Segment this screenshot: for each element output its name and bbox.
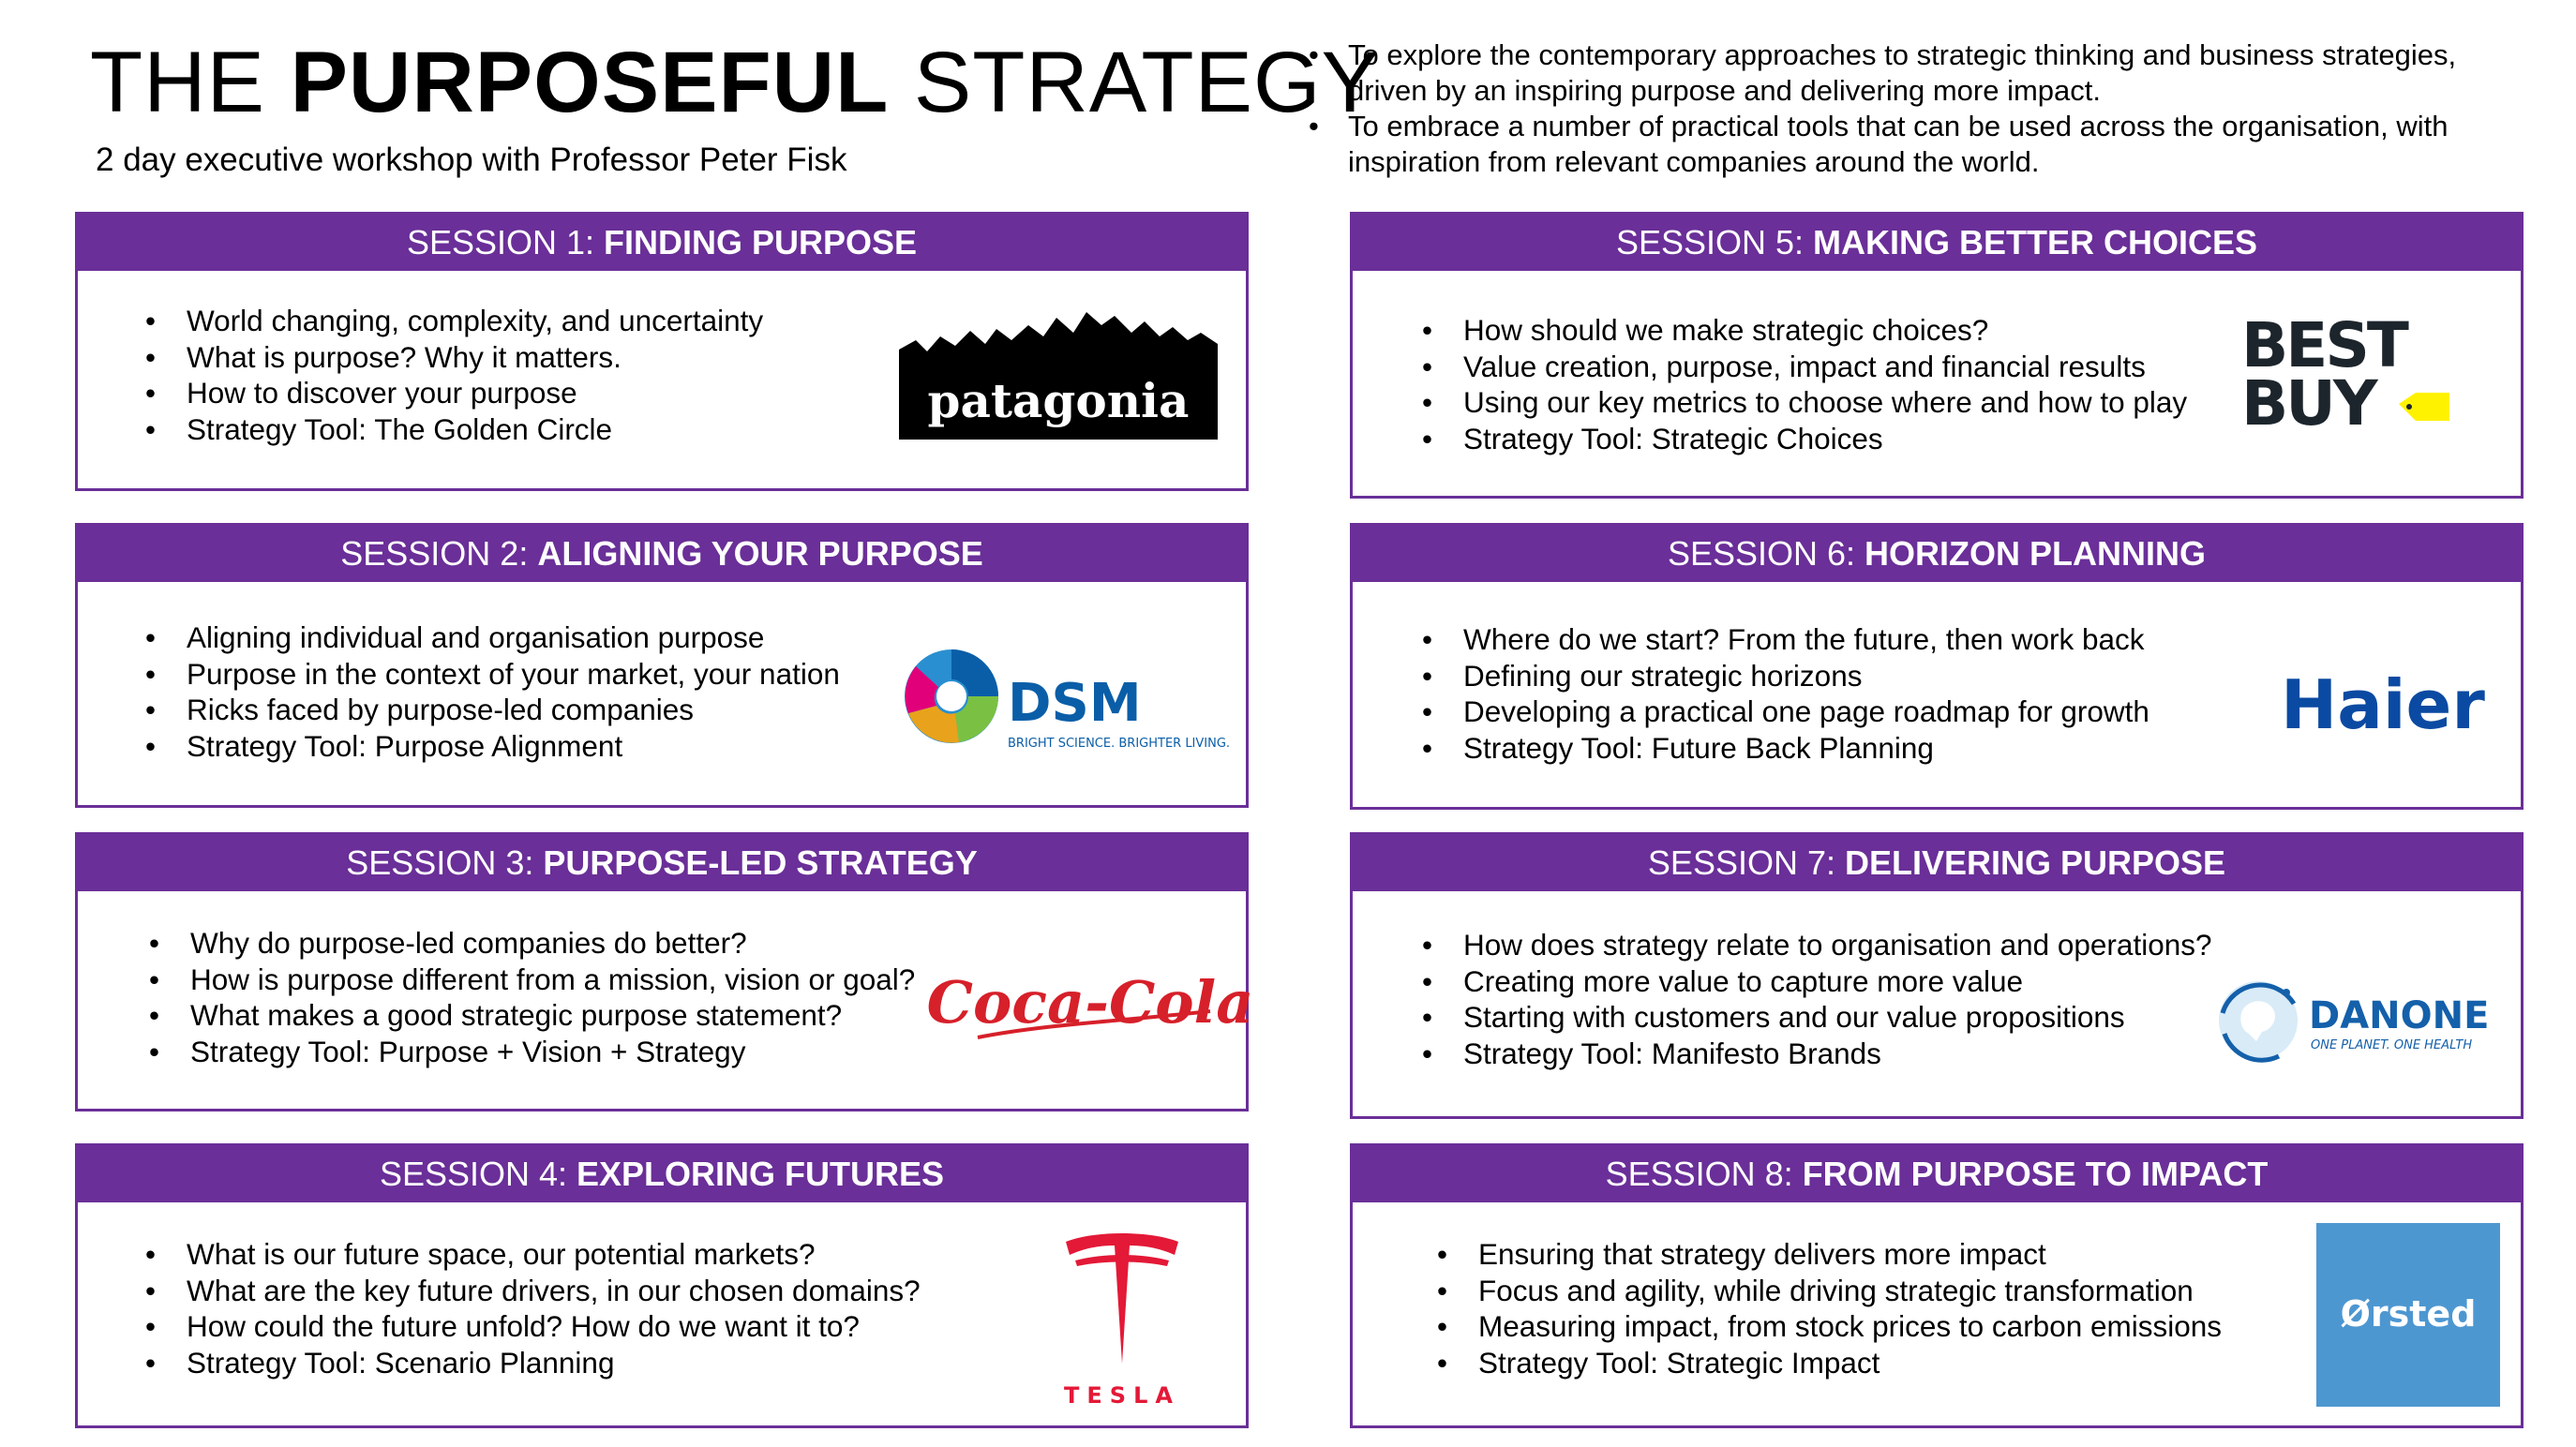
tesla-logo (1056, 1232, 1188, 1410)
session-8-header: SESSION 8: FROM PURPOSE TO IMPACT (1353, 1146, 2521, 1202)
bullet-item: • Starting with customers and our value propositions (1422, 999, 2212, 1036)
session-8-card (1350, 1143, 2524, 1428)
tesla-wordmark: TESLA (1064, 1382, 1180, 1409)
bullet-item: • How to discover your purpose (145, 375, 763, 411)
haier-logo (2281, 665, 2487, 744)
bullet-item: • Measuring impact, from stock prices to carbon emissions (1437, 1308, 2222, 1345)
session-6-header: SESSION 6: HORIZON PLANNING (1353, 526, 2521, 582)
bullet-item: • How could the future unfold? How do we want it to? (145, 1308, 921, 1345)
session-2-bullets (145, 619, 840, 764)
best-buy-wordmark-2: BUY (2241, 367, 2375, 440)
bullet-item: • Developing a practical one page roadmap for growth (1422, 694, 2149, 730)
danone-logo (2213, 976, 2494, 1069)
coca-cola-logo (926, 947, 1254, 1051)
session-1-header: SESSION 1: FINDING PURPOSE (78, 215, 1246, 271)
session-1-card (75, 212, 1249, 491)
session-3-card (75, 832, 1254, 1111)
bullet-item: • Focus and agility, while driving strategic transformation (1437, 1273, 2222, 1309)
session-3-header: SESSION 3: PURPOSE-LED STRATEGY (78, 835, 1246, 891)
bullet-item: • What is our future space, our potential markets? (145, 1236, 921, 1273)
session-7-card (1350, 832, 2524, 1119)
session-7-header: SESSION 7: DELIVERING PURPOSE (1353, 835, 2521, 891)
bullet-item: • World changing, complexity, and uncertainty (145, 303, 763, 339)
bullet-item: • Value creation, purpose, impact and financial results (1422, 349, 2187, 385)
session-2-header: SESSION 2: ALIGNING YOUR PURPOSE (78, 526, 1246, 582)
session-4-bullets (145, 1236, 921, 1380)
bullet-item: • Using our key metrics to choose where and how to play (1422, 384, 2187, 421)
intro-item: • To embrace a number of practical tools that can be used across the organisation, with inspiration from relevant companies around the world. (1309, 109, 2518, 180)
intro-item: • To explore the contemporary approaches to strategic thinking and business strategies, driven by an inspiring purpose and delivering more impact. (1309, 37, 2518, 109)
session-6-bullets (1422, 621, 2149, 766)
bullet-item: • What is purpose? Why it matters. (145, 339, 763, 376)
bullet-item: • Ensuring that strategy delivers more impact (1437, 1236, 2222, 1273)
orsted-logo (2316, 1223, 2500, 1407)
bullet-item: • Strategy Tool: Future Back Planning (1422, 730, 2149, 767)
patagonia-wordmark: patagonia (927, 373, 1190, 428)
bullet-item: • Strategy Tool: Purpose + Vision + Strategy (149, 1034, 915, 1070)
intro-list (1309, 37, 2518, 180)
bullet-item: • How should we make strategic choices? (1422, 312, 2187, 349)
bullet-item: • Strategy Tool: Manifesto Brands (1422, 1036, 2212, 1072)
patagonia-logo (899, 312, 1218, 440)
session-7-bullets (1422, 927, 2212, 1071)
session-5-header: SESSION 5: MAKING BETTER CHOICES (1353, 215, 2521, 271)
bullet-item: • Ricks faced by purpose-led companies (145, 692, 840, 728)
bullet-item: • Strategy Tool: Strategic Impact (1437, 1345, 2222, 1381)
bullet-item: • Defining our strategic horizons (1422, 658, 2149, 694)
dsm-wordmark: DSM (1008, 673, 1142, 734)
bullet-item: • Creating more value to capture more value (1422, 963, 2212, 1000)
bullet-item: • What makes a good strategic purpose statement? (149, 997, 915, 1034)
page-subtitle: 2 day executive workshop with Professor Peter Fisk (96, 142, 847, 178)
bullet-item: • How does strategy relate to organisation and operations? (1422, 927, 2212, 963)
session-5-bullets (1422, 312, 2187, 456)
session-6-card (1350, 523, 2524, 810)
bullet-item: • Purpose in the context of your market, your nation (145, 656, 840, 693)
session-4-card (75, 1143, 1249, 1428)
dsm-logo (903, 648, 1240, 760)
orsted-wordmark: Ørsted (2340, 1293, 2477, 1335)
bullet-item: • What are the key future drivers, in our chosen domains? (145, 1273, 921, 1309)
danone-wordmark: DANONE (2309, 994, 2490, 1037)
haier-wordmark: Haier (2281, 665, 2485, 744)
session-8-bullets (1437, 1236, 2222, 1380)
session-1-bullets (145, 303, 763, 447)
page-title: THE PURPOSEFUL STRATEGY (90, 35, 1380, 130)
bullet-item: • Where do we start? From the future, then work back (1422, 621, 2149, 658)
bullet-item: • Strategy Tool: Purpose Alignment (145, 728, 840, 765)
bullet-item: • Aligning individual and organisation purpose (145, 619, 840, 656)
session-3-bullets (149, 925, 915, 1069)
bullet-item: • Strategy Tool: Scenario Planning (145, 1345, 921, 1381)
session-4-header: SESSION 4: EXPLORING FUTURES (78, 1146, 1246, 1202)
session-5-card (1350, 212, 2524, 499)
bullet-item: • Strategy Tool: The Golden Circle (145, 411, 763, 448)
danone-tagline: ONE PLANET. ONE HEALTH (2311, 1038, 2473, 1052)
bullet-item: • How is purpose different from a mission, vision or goal? (149, 962, 915, 998)
bullet-item: • Why do purpose-led companies do better? (149, 925, 915, 962)
coca-cola-wordmark: Coca-Cola (926, 968, 1254, 1037)
dsm-tagline: BRIGHT SCIENCE. BRIGHTER LIVING. (1008, 737, 1231, 751)
session-2-card (75, 523, 1249, 808)
best-buy-logo (2239, 309, 2455, 440)
best-buy-wordmark-1: BEST (2241, 309, 2406, 381)
bullet-item: • Strategy Tool: Strategic Choices (1422, 421, 2187, 457)
